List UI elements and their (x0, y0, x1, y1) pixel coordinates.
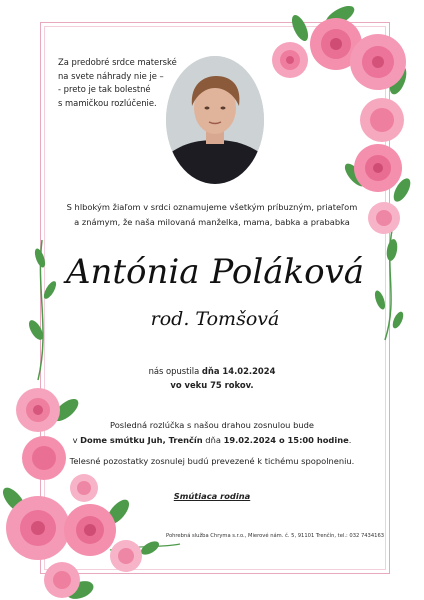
poem-line: s mamičkou rozlúčenie. (58, 97, 157, 108)
death-age (62, 378, 362, 392)
poem-line: Za predobré srdce materské (58, 57, 177, 67)
announcement-line: S hlbokým žiaľom v srdci oznamujeme všetkým príbuzným, priateľom (66, 202, 358, 212)
funeral-pre: v (72, 434, 81, 445)
funeral-service-footer: Pohrebná služba Chryma s.r.o., Mierové nám. č. 5, 91101 Trenčín, tel.: 032 7434163 (166, 533, 385, 539)
funeral-line: Posledná rozlúčka s našou drahou zosnulou bude (110, 420, 314, 430)
funeral-mid: dňa (202, 434, 224, 445)
funeral-datetime: 19.02.2024 o 15:00 hodine (223, 434, 349, 445)
signature-family: Smútiaca rodina (173, 491, 251, 501)
announcement-text (62, 200, 362, 229)
funeral-end: . (348, 434, 352, 445)
portrait-photo (166, 56, 264, 184)
funeral-info (62, 418, 362, 447)
portrait-illustration (166, 56, 264, 184)
deceased-name: Antónia Poláková (65, 252, 365, 292)
death-info (62, 364, 362, 392)
death-age-value: vo veku 75 rokov. (170, 380, 254, 390)
funeral-details-line (62, 433, 362, 448)
death-date: dňa 14.02.2024 (201, 366, 276, 376)
memorial-poem (58, 56, 176, 110)
funeral-place: Dome smútku Juh, Trenčín (80, 434, 203, 445)
announcement-line: a známym, že naša milovaná manželka, mama, babka a prababka (74, 216, 350, 227)
poem-line: - preto je tak bolestné (58, 84, 151, 94)
death-prefix: nás opustila (148, 366, 202, 376)
death-date-line (62, 364, 362, 378)
remains-note: Telesné pozostatky zosnulej budú prevezené k tichému spopolneniu. (69, 456, 355, 466)
poem-line: na svete náhrady nie je – (58, 70, 164, 81)
maiden-name: rod. Tomšová (150, 308, 280, 330)
